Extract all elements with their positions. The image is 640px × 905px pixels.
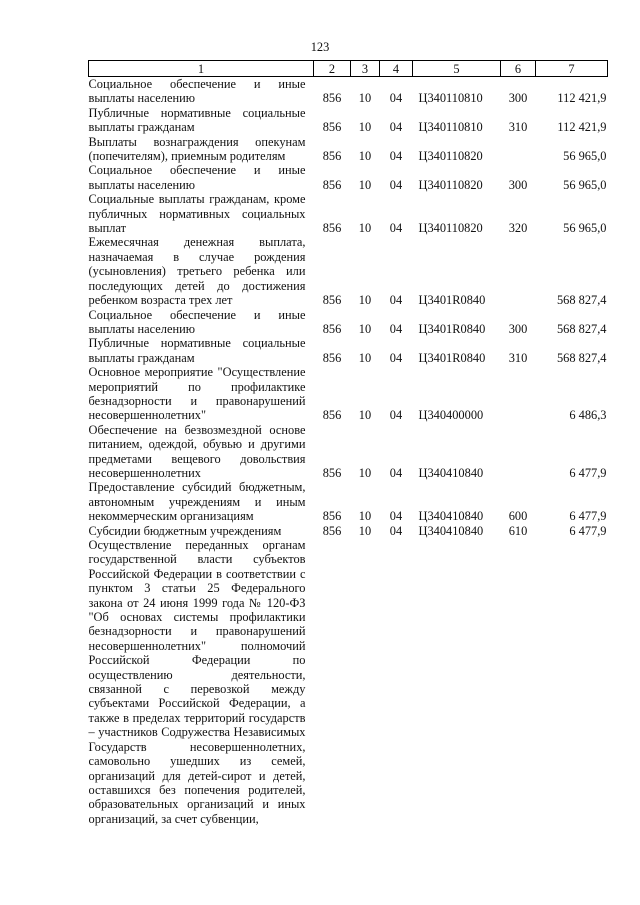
row-subsection: 04 <box>389 509 403 524</box>
row-amount: 568 827,4 <box>556 350 607 365</box>
row-admin-code: 856 <box>322 120 342 135</box>
row-subsection: 04 <box>389 465 403 480</box>
row-target-article: Ц340410840 <box>418 465 484 480</box>
column-header-2: 2 <box>314 61 351 77</box>
table-row <box>89 524 608 538</box>
row-expense-type: 610 <box>508 523 528 538</box>
row-target-article: Ц340110820 <box>418 177 483 192</box>
row-target-article: Ц340110820 <box>418 221 483 236</box>
column-header-7: 7 <box>536 61 608 77</box>
row-subsection: 04 <box>389 149 403 164</box>
row-admin-code: 856 <box>322 523 342 538</box>
row-target-article: Ц3401R0840 <box>418 321 486 336</box>
row-target-article: Ц340110810 <box>418 91 483 106</box>
row-section: 10 <box>358 177 372 192</box>
table-row <box>89 77 608 106</box>
table-row <box>89 365 608 423</box>
table-row <box>89 336 608 365</box>
table-body <box>89 77 608 827</box>
row-name: Выплаты вознаграждения опекунам (попечителям), приемным родителям <box>88 134 306 164</box>
row-amount: 568 827,4 <box>556 321 607 336</box>
column-header-1: 1 <box>89 61 314 77</box>
row-subsection: 04 <box>389 120 403 135</box>
page-number: 123 <box>310 40 330 54</box>
row-name: Публичные нормативные социальные выплаты гражданам <box>88 105 306 135</box>
row-section: 10 <box>358 408 372 423</box>
row-admin-code: 856 <box>322 408 342 423</box>
row-admin-code: 856 <box>322 177 342 192</box>
row-amount: 56 965,0 <box>563 177 607 192</box>
row-expense-type: 300 <box>508 91 528 106</box>
row-name: Социальные выплаты гражданам, кроме публичных нормативных социальных выплат <box>88 192 306 236</box>
row-expense-type: 310 <box>508 350 528 365</box>
row-amount: 112 421,9 <box>557 120 607 135</box>
row-section: 10 <box>358 321 372 336</box>
row-amount: 6 486,3 <box>569 408 607 423</box>
column-header-6: 6 <box>501 61 536 77</box>
row-admin-code: 856 <box>322 221 342 236</box>
row-section: 10 <box>358 91 372 106</box>
row-name: Обеспечение на безвозмездной основе питанием, одеждой, обувью и другими предметами вещевого довольствия несовершеннолетних <box>88 422 306 480</box>
table-row <box>89 235 608 307</box>
row-name: Предоставление субсидий бюджетным, автономным учреждениям и иным некоммерческим организациям <box>88 480 306 524</box>
row-name: Осуществление переданных органам государственной власти субъектов Российской Федерации в соответствии с пунктом 3 статьи 25 Федерального закона от 24 июня 1999 года № 120-ФЗ "Об основах системы профилактики безнадзорности и правонарушений несовершеннолетних" полномочий Российской Федерации по осуществлению деятельности, связанной с перевозкой между субъектами Российской Федерации, а также в пределах территорий государств – участников Содружества Независимых Государств несовершеннолетних, самовольно ушедших из семей, организаций для детей-сирот и детей, оставшихся без попечения родителей, образовательных организаций и иных организаций, за счет субвенции, <box>88 538 306 826</box>
row-admin-code: 856 <box>322 350 342 365</box>
row-subsection: 04 <box>389 321 403 336</box>
row-expense-type: 300 <box>508 321 528 336</box>
row-expense-type: 310 <box>508 120 528 135</box>
table-row <box>89 192 608 235</box>
row-name: Ежемесячная денежная выплата, назначаемая в случае рождения (усыновления) третьего ребенка или последующих детей до достижения ребенком возраста трех лет <box>88 235 306 308</box>
row-amount <box>536 538 608 826</box>
column-header-3: 3 <box>351 61 380 77</box>
row-amount: 112 421,9 <box>557 91 607 106</box>
table-row <box>89 135 608 164</box>
row-expense-type <box>501 423 536 481</box>
row-admin-code: 856 <box>322 293 342 308</box>
row-admin-code <box>314 538 351 826</box>
table-row <box>89 106 608 135</box>
column-header-4: 4 <box>380 61 413 77</box>
row-admin-code: 856 <box>322 465 342 480</box>
row-target-article: Ц340400000 <box>418 408 484 423</box>
row-subsection: 04 <box>389 350 403 365</box>
row-expense-type <box>501 365 536 423</box>
row-target-article: Ц340410840 <box>418 509 484 524</box>
row-target-article: Ц3401R0840 <box>418 350 486 365</box>
table-row <box>89 423 608 481</box>
budget-table <box>88 60 608 826</box>
row-target-article: Ц340410840 <box>418 523 484 538</box>
row-target-article: Ц3401R0840 <box>418 293 486 308</box>
row-subsection: 04 <box>389 177 403 192</box>
row-section: 10 <box>358 509 372 524</box>
row-amount: 56 965,0 <box>563 149 607 164</box>
row-admin-code: 856 <box>322 509 342 524</box>
row-target-article: Ц340110810 <box>418 120 483 135</box>
row-name: Публичные нормативные социальные выплаты гражданам <box>88 336 306 365</box>
row-expense-type <box>501 235 536 307</box>
row-amount: 6 477,9 <box>569 523 607 538</box>
row-section: 10 <box>358 149 372 164</box>
row-expense-type: 300 <box>508 177 528 192</box>
row-target-article: Ц340110820 <box>418 149 483 164</box>
row-section: 10 <box>358 465 372 480</box>
row-section: 10 <box>358 120 372 135</box>
row-name: Социальное обеспечение и иные выплаты населению <box>88 307 306 336</box>
row-name: Социальное обеспечение и иные выплаты населению <box>88 77 306 106</box>
table-row <box>89 308 608 337</box>
row-section: 10 <box>358 523 372 538</box>
row-admin-code: 856 <box>322 149 342 164</box>
row-subsection: 04 <box>389 221 403 236</box>
row-expense-type <box>501 538 536 826</box>
row-expense-type <box>501 135 536 164</box>
row-admin-code: 856 <box>322 91 342 106</box>
row-amount: 6 477,9 <box>569 509 607 524</box>
row-section <box>351 538 380 826</box>
row-subsection: 04 <box>389 293 403 308</box>
row-section: 10 <box>358 221 372 236</box>
row-amount: 568 827,4 <box>556 293 607 308</box>
row-subsection: 04 <box>389 408 403 423</box>
row-section: 10 <box>358 293 372 308</box>
row-amount: 6 477,9 <box>569 465 607 480</box>
row-amount: 56 965,0 <box>563 221 607 236</box>
row-name: Субсидии бюджетным учреждениям <box>88 523 282 538</box>
table-row <box>89 480 608 523</box>
row-section: 10 <box>358 350 372 365</box>
row-name: Основное мероприятие "Осуществление мероприятий по профилактике безнадзорности и правонарушений несовершеннолетних" <box>88 365 306 423</box>
row-admin-code: 856 <box>322 321 342 336</box>
row-target-article <box>413 538 501 826</box>
row-subsection <box>380 538 413 826</box>
row-expense-type: 320 <box>508 221 528 236</box>
table-row <box>89 163 608 192</box>
row-subsection: 04 <box>389 91 403 106</box>
row-expense-type: 600 <box>508 509 528 524</box>
row-name: Социальное обеспечение и иные выплаты населению <box>88 163 306 192</box>
table-header-row <box>89 61 608 77</box>
row-subsection: 04 <box>389 523 403 538</box>
table-row <box>89 538 608 826</box>
column-header-5: 5 <box>413 61 501 77</box>
